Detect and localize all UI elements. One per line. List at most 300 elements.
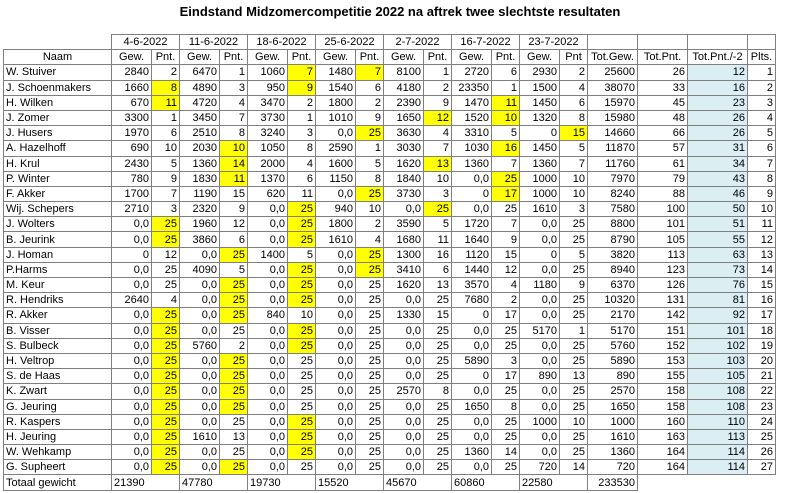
points-cell: 25 [356, 126, 384, 141]
place-cell: 9 [748, 186, 776, 201]
total-weight-cell: 7580 [588, 202, 638, 217]
weight-cell: 2430 [112, 156, 152, 171]
weight-cell: 1050 [248, 141, 288, 156]
points-cell: 14 [220, 156, 248, 171]
table-row [4, 293, 776, 308]
points-cell: 16 [492, 141, 520, 156]
points-cell: 25 [152, 323, 180, 338]
points-cell: 25 [152, 384, 180, 399]
adjusted-points-cell: 31 [688, 141, 748, 156]
weight-cell: 0,0 [112, 384, 152, 399]
total-points-cell: 48 [638, 110, 688, 125]
weight-cell: 1640 [452, 232, 492, 247]
weight-cell: 5890 [452, 353, 492, 368]
player-name: B. Jeurink [4, 232, 112, 247]
points-cell: 25 [152, 414, 180, 429]
points-cell: 7 [288, 65, 316, 80]
total-weight-cell: 5890 [588, 353, 638, 368]
points-cell: 15 [424, 308, 452, 323]
weight-cell: 3590 [384, 217, 424, 232]
weight-cell: 0,0 [520, 308, 560, 323]
points-cell: 25 [560, 308, 588, 323]
player-name: H. Wilken [4, 95, 112, 110]
total-weight-cell: 720 [588, 460, 638, 475]
points-cell: 7 [424, 141, 452, 156]
weight-cell: 890 [520, 369, 560, 384]
points-header: Pnt. [424, 50, 452, 65]
weight-cell: 1360 [520, 156, 560, 171]
table-row [4, 80, 776, 95]
points-cell: 25 [492, 429, 520, 444]
table-row [4, 338, 776, 353]
points-cell: 4 [560, 80, 588, 95]
points-cell: 5 [288, 247, 316, 262]
weight-cell: 0,0 [384, 369, 424, 384]
weight-cell: 0,0 [248, 384, 288, 399]
weight-cell: 0,0 [112, 278, 152, 293]
points-cell: 25 [356, 445, 384, 460]
points-cell: 9 [424, 95, 452, 110]
points-cell: 9 [152, 171, 180, 186]
points-cell: 6 [492, 65, 520, 80]
place-cell: 27 [748, 460, 776, 475]
total-weight-cell: 6370 [588, 278, 638, 293]
total-points-cell: 105 [638, 232, 688, 247]
weight-cell: 0,0 [316, 338, 356, 353]
weight-cell: 940 [316, 202, 356, 217]
weight-cell: 0,0 [452, 414, 492, 429]
points-cell: 25 [424, 369, 452, 384]
points-cell: 25 [220, 384, 248, 399]
points-cell: 25 [356, 323, 384, 338]
adjusted-points-cell: 114 [688, 460, 748, 475]
adjusted-points-cell: 92 [688, 308, 748, 323]
points-cell: 17 [492, 186, 520, 201]
weight-cell: 780 [112, 171, 152, 186]
points-cell: 25 [152, 445, 180, 460]
weight-cell: 0,0 [452, 202, 492, 217]
weight-header: Gew. [452, 50, 492, 65]
total-points-cell: 151 [638, 323, 688, 338]
weight-header: Gew. [180, 50, 220, 65]
weight-cell: 1970 [112, 126, 152, 141]
player-name: Wij. Schepers [4, 202, 112, 217]
weight-cell: 1540 [316, 80, 356, 95]
total-weight-per-date: 15520 [316, 475, 384, 490]
total-weight-per-date: 45670 [384, 475, 452, 490]
column-header-row [4, 50, 776, 65]
weight-cell: 1180 [520, 278, 560, 293]
points-cell: 6 [220, 232, 248, 247]
total-weight-header: Tot.Gew. [588, 50, 638, 65]
weight-cell: 3860 [180, 232, 220, 247]
points-cell: 25 [152, 460, 180, 475]
weight-cell: 1650 [452, 399, 492, 414]
points-header: Pnt. [356, 50, 384, 65]
table-row [4, 369, 776, 384]
player-name: H. Veltrop [4, 353, 112, 368]
weight-cell: 0,0 [316, 186, 356, 201]
points-cell: 10 [492, 110, 520, 125]
weight-cell: 1300 [384, 247, 424, 262]
weight-cell: 0,0 [112, 353, 152, 368]
total-weight-cell: 10320 [588, 293, 638, 308]
weight-cell: 1620 [384, 278, 424, 293]
weight-cell: 0,0 [520, 445, 560, 460]
points-cell: 4 [288, 156, 316, 171]
points-cell: 25 [492, 414, 520, 429]
points-cell: 25 [220, 445, 248, 460]
points-cell: 9 [492, 232, 520, 247]
points-cell: 17 [492, 308, 520, 323]
table-row [4, 156, 776, 171]
points-cell: 25 [492, 384, 520, 399]
total-weight-cell: 2570 [588, 384, 638, 399]
weight-cell: 2510 [180, 126, 220, 141]
points-cell: 13 [424, 278, 452, 293]
weight-cell: 0 [520, 126, 560, 141]
points-cell: 8 [220, 126, 248, 141]
table-row [4, 171, 776, 186]
weight-cell: 2640 [112, 293, 152, 308]
weight-cell: 0,0 [316, 445, 356, 460]
weight-cell: 0,0 [452, 338, 492, 353]
weight-cell: 0,0 [520, 399, 560, 414]
adjusted-points-cell: 16 [688, 80, 748, 95]
points-cell: 25 [424, 323, 452, 338]
total-weight-cell: 25600 [588, 65, 638, 80]
weight-cell: 2000 [248, 156, 288, 171]
weight-cell: 0,0 [316, 384, 356, 399]
weight-cell: 1120 [452, 247, 492, 262]
points-cell: 4 [424, 126, 452, 141]
table-row [4, 429, 776, 444]
adjusted-points-cell: 55 [688, 232, 748, 247]
points-cell: 25 [492, 460, 520, 475]
date-header: 2-7-2022 [384, 35, 452, 50]
points-cell: 8 [424, 384, 452, 399]
total-weight-cell: 1360 [588, 445, 638, 460]
points-cell: 2 [560, 65, 588, 80]
points-cell: 25 [288, 414, 316, 429]
adjusted-points-cell: 113 [688, 429, 748, 444]
total-weight-cell: 11760 [588, 156, 638, 171]
points-cell: 25 [152, 262, 180, 277]
player-name: S. Bulbeck [4, 338, 112, 353]
total-points-cell: 158 [638, 399, 688, 414]
table-row [4, 202, 776, 217]
points-cell: 10 [356, 202, 384, 217]
weight-cell: 0,0 [248, 369, 288, 384]
points-cell: 25 [492, 171, 520, 186]
points-cell: 25 [424, 293, 452, 308]
weight-cell: 5170 [520, 323, 560, 338]
weight-cell: 0,0 [384, 293, 424, 308]
points-cell: 13 [424, 156, 452, 171]
place-cell: 25 [748, 429, 776, 444]
points-cell: 9 [356, 110, 384, 125]
points-header: Pnt [560, 50, 588, 65]
total-weight-cell: 38070 [588, 80, 638, 95]
total-points-cell: 26 [638, 65, 688, 80]
points-cell: 5 [152, 156, 180, 171]
adjusted-points-cell: 101 [688, 323, 748, 338]
weight-cell: 0,0 [112, 232, 152, 247]
points-cell: 1 [356, 141, 384, 156]
points-cell: 8 [560, 110, 588, 125]
totals-row [4, 475, 776, 490]
points-cell: 25 [356, 384, 384, 399]
weight-cell: 1360 [452, 156, 492, 171]
player-name: H. Krul [4, 156, 112, 171]
points-cell: 10 [288, 308, 316, 323]
points-cell: 25 [152, 369, 180, 384]
points-cell: 5 [356, 156, 384, 171]
points-cell: 10 [152, 141, 180, 156]
place-cell: 10 [748, 202, 776, 217]
player-name: P. Winter [4, 171, 112, 186]
weight-cell: 1660 [112, 80, 152, 95]
points-cell: 25 [288, 460, 316, 475]
points-cell: 2 [492, 293, 520, 308]
points-cell: 25 [220, 369, 248, 384]
points-cell: 25 [356, 338, 384, 353]
points-cell: 11 [220, 171, 248, 186]
points-cell: 10 [560, 414, 588, 429]
weight-cell: 1010 [316, 110, 356, 125]
weight-cell: 1190 [180, 186, 220, 201]
player-name: P.Harms [4, 262, 112, 277]
place-cell: 16 [748, 293, 776, 308]
weight-cell: 620 [248, 186, 288, 201]
weight-cell: 3240 [248, 126, 288, 141]
points-cell: 2 [288, 95, 316, 110]
weight-cell: 1720 [452, 217, 492, 232]
weight-cell: 0,0 [112, 323, 152, 338]
place-cell: 6 [748, 141, 776, 156]
place-cell: 19 [748, 338, 776, 353]
table-row [4, 247, 776, 262]
weight-cell: 3410 [384, 262, 424, 277]
weight-cell: 3030 [384, 141, 424, 156]
weight-cell: 0,0 [248, 460, 288, 475]
place-cell: 7 [748, 156, 776, 171]
weight-cell: 2840 [112, 65, 152, 80]
date-header-row [4, 35, 776, 50]
weight-cell: 1680 [384, 232, 424, 247]
total-weight-per-date: 19730 [248, 475, 316, 490]
total-weight-cell: 14660 [588, 126, 638, 141]
weight-cell: 0,0 [180, 460, 220, 475]
points-cell: 25 [424, 445, 452, 460]
weight-cell: 0,0 [452, 171, 492, 186]
total-points-cell: 101 [638, 217, 688, 232]
weight-cell: 0,0 [112, 338, 152, 353]
weight-cell: 0,0 [180, 399, 220, 414]
table-row [4, 232, 776, 247]
weight-cell: 3730 [248, 110, 288, 125]
points-cell: 5 [492, 126, 520, 141]
points-cell: 25 [560, 217, 588, 232]
weight-cell: 3730 [384, 186, 424, 201]
place-cell: 18 [748, 323, 776, 338]
total-weight-cell: 1610 [588, 429, 638, 444]
points-cell: 2 [152, 65, 180, 80]
points-cell: 6 [560, 95, 588, 110]
player-name: J. Homan [4, 247, 112, 262]
adjusted-points-cell: 81 [688, 293, 748, 308]
points-cell: 1 [220, 65, 248, 80]
points-cell: 25 [356, 247, 384, 262]
weight-cell: 2720 [452, 65, 492, 80]
table-row [4, 353, 776, 368]
weight-cell: 0,0 [316, 126, 356, 141]
weight-cell: 0,0 [316, 414, 356, 429]
points-cell: 1 [288, 110, 316, 125]
points-cell: 25 [288, 278, 316, 293]
adjusted-points-cell: 63 [688, 247, 748, 262]
weight-cell: 0,0 [248, 399, 288, 414]
table-row [4, 308, 776, 323]
points-cell: 25 [356, 308, 384, 323]
points-cell: 25 [356, 262, 384, 277]
place-cell: 26 [748, 445, 776, 460]
page-title: Eindstand Midzomercompetitie 2022 na aftrek twee slechtste resultaten [179, 4, 621, 19]
table-row [4, 460, 776, 475]
total-points-cell: 66 [638, 126, 688, 141]
weight-cell: 2030 [180, 141, 220, 156]
points-cell: 25 [288, 202, 316, 217]
points-cell: 11 [152, 95, 180, 110]
adjusted-points-cell: 103 [688, 353, 748, 368]
points-cell: 25 [356, 414, 384, 429]
player-name: R. Hendriks [4, 293, 112, 308]
points-cell: 25 [560, 384, 588, 399]
points-cell: 25 [424, 399, 452, 414]
points-cell: 25 [560, 262, 588, 277]
points-cell: 3 [288, 126, 316, 141]
weight-cell: 1600 [316, 156, 356, 171]
points-cell: 11 [424, 232, 452, 247]
points-cell: 6 [424, 262, 452, 277]
points-cell: 1 [424, 65, 452, 80]
weight-cell: 5760 [180, 338, 220, 353]
total-points-cell: 131 [638, 293, 688, 308]
table-row [4, 445, 776, 460]
points-cell: 25 [288, 293, 316, 308]
points-cell: 25 [288, 217, 316, 232]
total-points-cell: 126 [638, 278, 688, 293]
weight-cell: 0,0 [384, 338, 424, 353]
weight-cell: 0,0 [112, 369, 152, 384]
weight-header: Gew. [112, 50, 152, 65]
weight-cell: 0,0 [452, 323, 492, 338]
weight-cell: 3570 [452, 278, 492, 293]
weight-cell: 0,0 [520, 353, 560, 368]
points-cell: 25 [560, 429, 588, 444]
place-cell: 23 [748, 399, 776, 414]
place-header: Plts. [748, 50, 776, 65]
total-points-cell: 163 [638, 429, 688, 444]
weight-header: Gew. [384, 50, 424, 65]
weight-cell: 0,0 [384, 445, 424, 460]
points-cell: 15 [492, 247, 520, 262]
player-name: A. Hazelhoff [4, 141, 112, 156]
points-cell: 25 [152, 217, 180, 232]
weight-cell: 0,0 [520, 293, 560, 308]
date-header: 11-6-2022 [180, 35, 248, 50]
points-cell: 3 [220, 80, 248, 95]
points-cell: 25 [288, 338, 316, 353]
points-cell: 25 [492, 202, 520, 217]
results-table [3, 34, 776, 491]
points-cell: 25 [288, 384, 316, 399]
points-cell: 25 [560, 232, 588, 247]
weight-cell: 0,0 [248, 414, 288, 429]
weight-cell: 1060 [248, 65, 288, 80]
points-cell: 25 [424, 414, 452, 429]
weight-cell: 4180 [384, 80, 424, 95]
total-weight-per-date: 22580 [520, 475, 588, 490]
weight-cell: 0,0 [112, 429, 152, 444]
player-name: J. Schoenmakers [4, 80, 112, 95]
weight-cell: 1370 [248, 171, 288, 186]
total-weight-cell: 1000 [588, 414, 638, 429]
player-name: H. Jeuring [4, 429, 112, 444]
total-points-cell: 79 [638, 171, 688, 186]
points-cell: 10 [424, 171, 452, 186]
weight-cell: 2320 [180, 202, 220, 217]
table-row [4, 141, 776, 156]
weight-cell: 0,0 [248, 353, 288, 368]
weight-cell: 0,0 [112, 414, 152, 429]
points-cell: 10 [560, 186, 588, 201]
weight-cell: 0,0 [316, 323, 356, 338]
weight-cell: 0 [112, 247, 152, 262]
weight-cell: 0,0 [248, 445, 288, 460]
adjusted-points-cell: 76 [688, 278, 748, 293]
player-name: F. Akker [4, 186, 112, 201]
weight-cell: 0,0 [316, 369, 356, 384]
points-cell: 25 [424, 460, 452, 475]
weight-cell: 690 [112, 141, 152, 156]
table-row [4, 414, 776, 429]
total-weight-cell: 15970 [588, 95, 638, 110]
place-cell: 14 [748, 262, 776, 277]
total-weight-cell: 8940 [588, 262, 638, 277]
adjusted-points-cell: 46 [688, 186, 748, 201]
table-row [4, 399, 776, 414]
points-cell: 25 [288, 353, 316, 368]
weight-cell: 0,0 [384, 429, 424, 444]
place-cell: 8 [748, 171, 776, 186]
adjusted-points-cell: 108 [688, 384, 748, 399]
points-cell: 25 [220, 308, 248, 323]
weight-cell: 1650 [384, 110, 424, 125]
place-cell: 15 [748, 278, 776, 293]
weight-cell: 4090 [180, 262, 220, 277]
points-cell: 12 [492, 262, 520, 277]
player-name: J. Husers [4, 126, 112, 141]
weight-cell: 0,0 [112, 460, 152, 475]
points-cell: 25 [424, 429, 452, 444]
weight-cell: 0,0 [452, 384, 492, 399]
points-cell: 10 [220, 141, 248, 156]
adjusted-points-cell: 114 [688, 445, 748, 460]
weight-cell: 0,0 [520, 429, 560, 444]
points-cell: 25 [560, 399, 588, 414]
place-cell: 20 [748, 353, 776, 368]
